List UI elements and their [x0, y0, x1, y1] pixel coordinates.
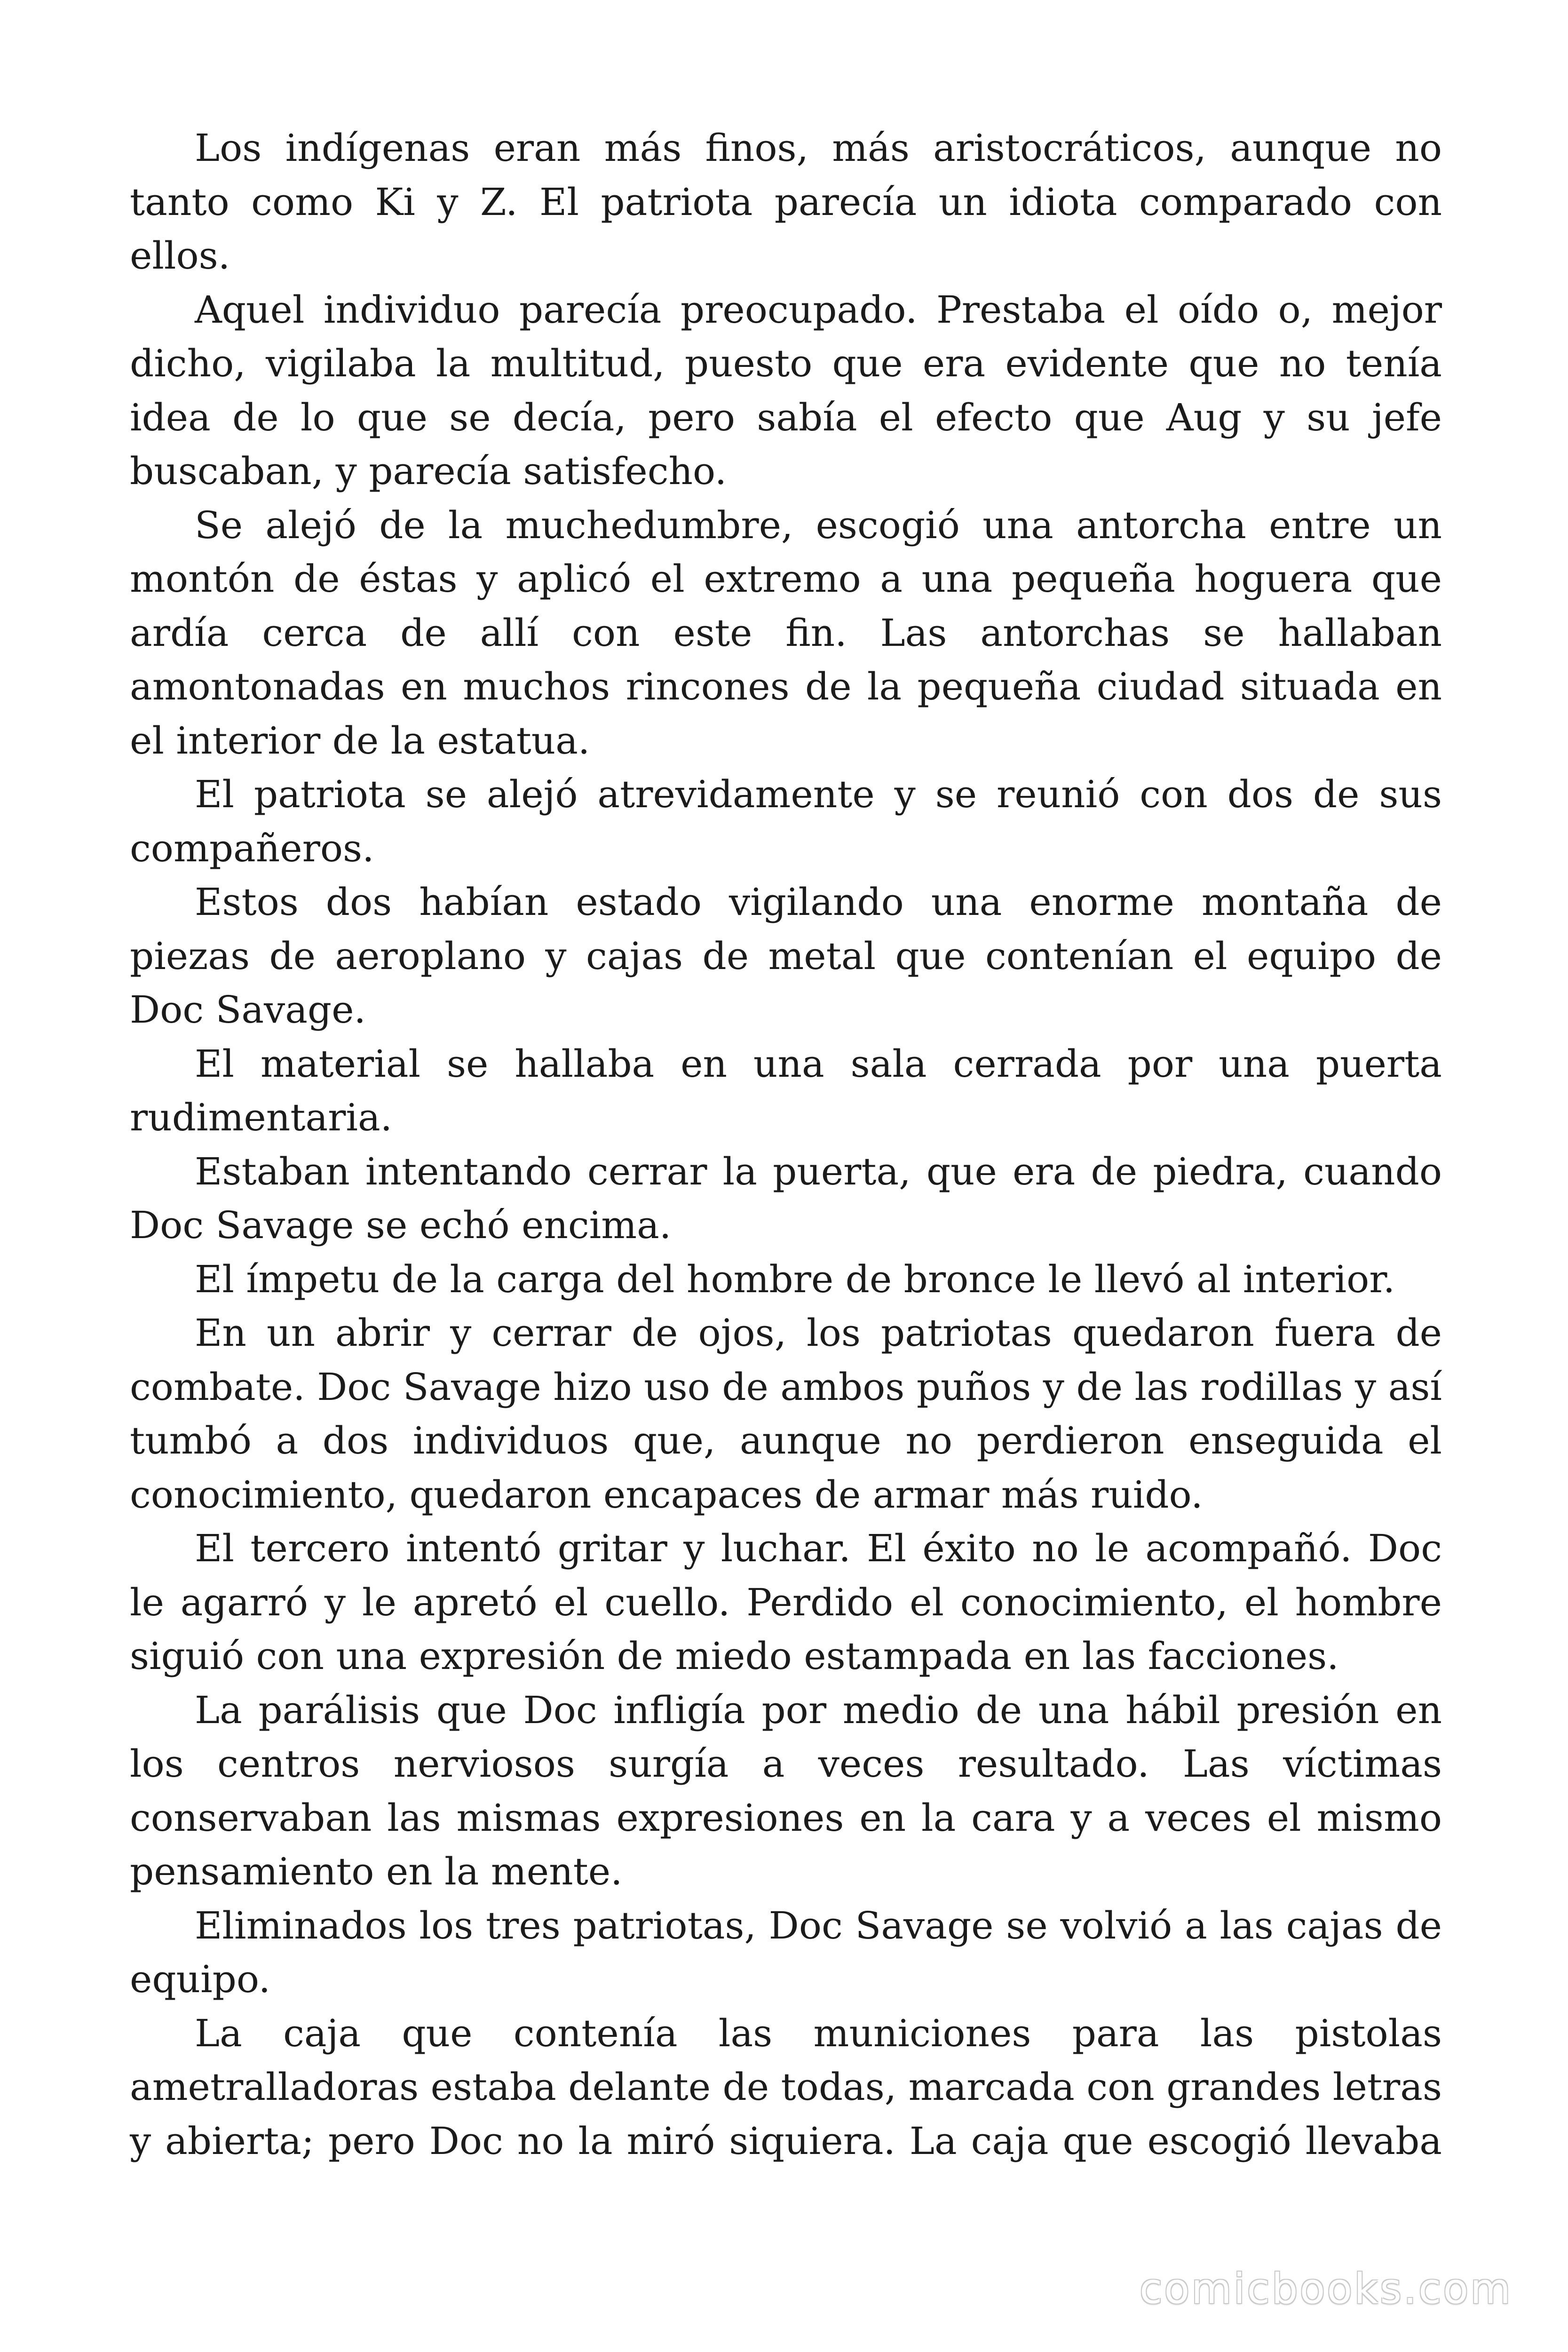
watermark: comicbooks.com — [1139, 2265, 1513, 2313]
paragraph: En un abrir y cerrar de ojos, los patriotas quedaron fuera de combate. Doc Savage hizo uso de ambos puños y de las rodillas y así tumbó a dos individuos que, aunque no perdieron enseguida el conocimiento, quedaron encapaces de armar más ruido. — [130, 1311, 1442, 1517]
paragraph: Estos dos habían estado vigilando una enorme montaña de piezas de aeroplano y cajas de metal que contenían el equipo de Doc Savage. — [130, 880, 1442, 1032]
paragraph: El material se hallaba en una sala cerrada por una puerta rudimentaria. — [130, 1041, 1442, 1139]
paragraph: Aquel individuo parecía preocupado. Prestaba el oído o, mejor dicho, vigilaba la multitud, puesto que era evidente que no tenía idea de lo que se decía, pero sabía el efecto que Aug y su jefe buscaban, y parecía satisfecho. — [130, 287, 1442, 493]
paragraph-continued: La caja que contenía las municiones para las pistolas ametralladoras estaba delante de todas, marcada con grandes letras y abierta; pero Doc no la miró siquiera. La caja que escogió llevaba — [130, 2011, 1442, 2163]
body-text — [130, 121, 1442, 2168]
paragraph: Se alejó de la muchedumbre, escogió una antorcha entre un montón de éstas y aplicó el extremo a una pequeña hoguera que ardía cerca de allí con este fin. Las antorchas se hallaban amontonadas en muchos rincones de la pequeña ciudad situada en el interior de la estatua. — [130, 503, 1442, 763]
paragraph: El tercero intentó gritar y luchar. El éxito no le acompañó. Doc le agarró y le apretó el cuello. Perdido el conocimiento, el hombre siguió con una expresión de miedo estampada en las facciones. — [130, 1526, 1442, 1678]
paragraph: La parálisis que Doc infligía por medio de una hábil presión en los centros nerviosos surgía a veces resultado. Las víctimas conservaban las mismas expresiones en la cara y a veces el mismo pensamiento en la mente. — [130, 1688, 1442, 1893]
paragraph: Estaban intentando cerrar la puerta, que era de piedra, cuando Doc Savage se echó encima. — [130, 1149, 1442, 1247]
paragraph: Eliminados los tres patriotas, Doc Savage se volvió a las cajas de equipo. — [130, 1903, 1442, 2001]
paragraph: El ímpetu de la carga del hombre de bronce le llevó al interior. — [195, 1257, 1395, 1301]
paragraph: Los indígenas eran más finos, más aristocráticos, aunque no tanto como Ki y Z. El patriota parecía un idiota comparado con ellos. — [130, 126, 1442, 278]
paragraph: El patriota se alejó atrevidamente y se reunió con dos de sus compañeros. — [130, 772, 1442, 870]
